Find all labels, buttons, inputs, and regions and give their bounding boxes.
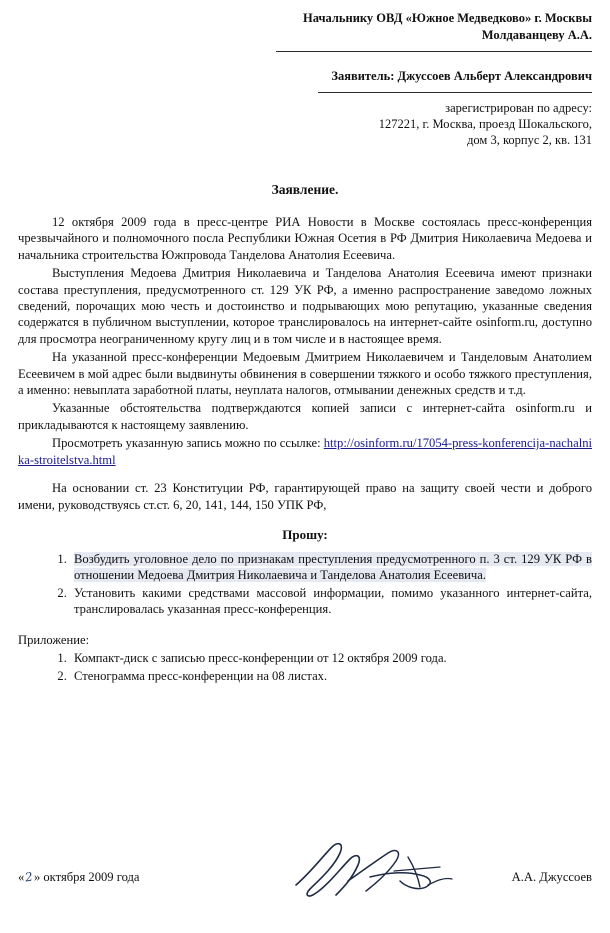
date-line	[18, 870, 140, 885]
osinform-record-link[interactable]: http://osinform.ru/17054-press-konferencija-nachalnika-stroitelstva.html	[18, 436, 592, 467]
applicant-underline	[318, 91, 592, 93]
addressee-line-1: Начальнику ОВД «Южное Медведково» г. Москвы	[302, 11, 592, 25]
request-item-1-text: Возбудить уголовное дело по признакам преступления предусмотренного п. 3 ст. 129 УК РФ в отношении Медоева Дмитрия Николаевича и Танделова Анатолия Есеевича.	[74, 551, 592, 583]
paragraph-link	[18, 435, 592, 468]
list-item: 2. Стенограмма пресс-конференции на 08 листах.	[70, 668, 592, 685]
document-header	[0, 0, 610, 148]
request-item-2-text: Установить какими средствами массовой информации, помимо указанного интернет-сайта, транслировалась указанная пресс-конференция.	[74, 585, 592, 617]
appendix-label: Приложение:	[18, 632, 90, 647]
registration-line-2: 127221, г. Москва, проезд Шокальского,	[378, 117, 592, 131]
request-heading: Прошу:	[282, 526, 328, 542]
document-body	[0, 214, 610, 685]
paragraph-4: Указанные обстоятельства подтверждаются копией записи с интернет-сайта osinform.ru и прикладываются к настоящему заявлению.	[18, 401, 592, 432]
request-list	[18, 551, 592, 618]
document-footer	[18, 870, 592, 885]
registration-address-block	[198, 100, 592, 148]
addressee-underline	[276, 50, 592, 52]
date-day-handwritten: 2	[24, 869, 34, 885]
date-rest: » октября 2009 года	[33, 870, 140, 884]
appendix-list	[18, 650, 592, 685]
applicant-line: Заявитель: Джуссоев Альберт Александрович	[331, 69, 592, 83]
registration-line-3: дом 3, корпус 2, кв. 131	[467, 133, 592, 147]
list-item	[70, 551, 592, 584]
list-item: 1. Компакт-диск с записью пресс-конференции от 12 октября 2009 года.	[70, 650, 592, 667]
paragraph-1: 12 октября 2009 года в пресс-центре РИА Новости в Москве состоялась пресс-конференция чрезвычайного и полномочного посла Республики Южная Осетия в РФ Дмитрия Николаевича Медоева и начальника строительства Южпроводa Танделова Анатолия Есеевича.	[18, 215, 592, 262]
date-quote-open: «	[18, 870, 25, 884]
addressee-line-2: Молдаванцеву А.А.	[481, 28, 592, 42]
paragraph-3: На указанной пресс-конференции Медоевым Дмитрием Николаевичем и Танделовым Анатолием Есеевичем в мой адрес были выдвинуты обвинения в совершении тяжкого и особо тяжкого преступления, а именно: невыплата заработной платы, неуплата налогов, отмывании денежных средств и т.д.	[18, 350, 592, 398]
signer-name: А.А. Джуссоев	[511, 870, 592, 884]
document-title: Заявление.	[271, 182, 339, 197]
list-item	[70, 585, 592, 618]
addressee-block	[198, 10, 592, 44]
paragraph-2: Выступления Медоева Дмитрия Николаевича и Танделова Анатолия Есеевича имеют признаки состава преступления, предусмотренного ст. 129 УК РФ, а именно распространение заведомо ложных сведений, порочащих мою честь и достоинство и подрывающих мою репутацию, указанные сведения содержатся в публичном выступлении, которое транслировалось на интернет-сайте osinform.ru, доступно для просмотра неограниченному кругу лиц и в том числе и в настоящее время.	[18, 266, 592, 346]
paragraph-5: На основании ст. 23 Конституции РФ, гарантирующей право на защиту своей чести и доброго имени, руководствуясь ст.ст. 6, 20, 141, 144, 150 УПК РФ,	[18, 481, 592, 512]
link-paragraph-prefix: Просмотреть указанную запись можно по ссылке:	[52, 436, 324, 451]
registration-line-1: зарегистрирован по адресу:	[445, 101, 592, 115]
